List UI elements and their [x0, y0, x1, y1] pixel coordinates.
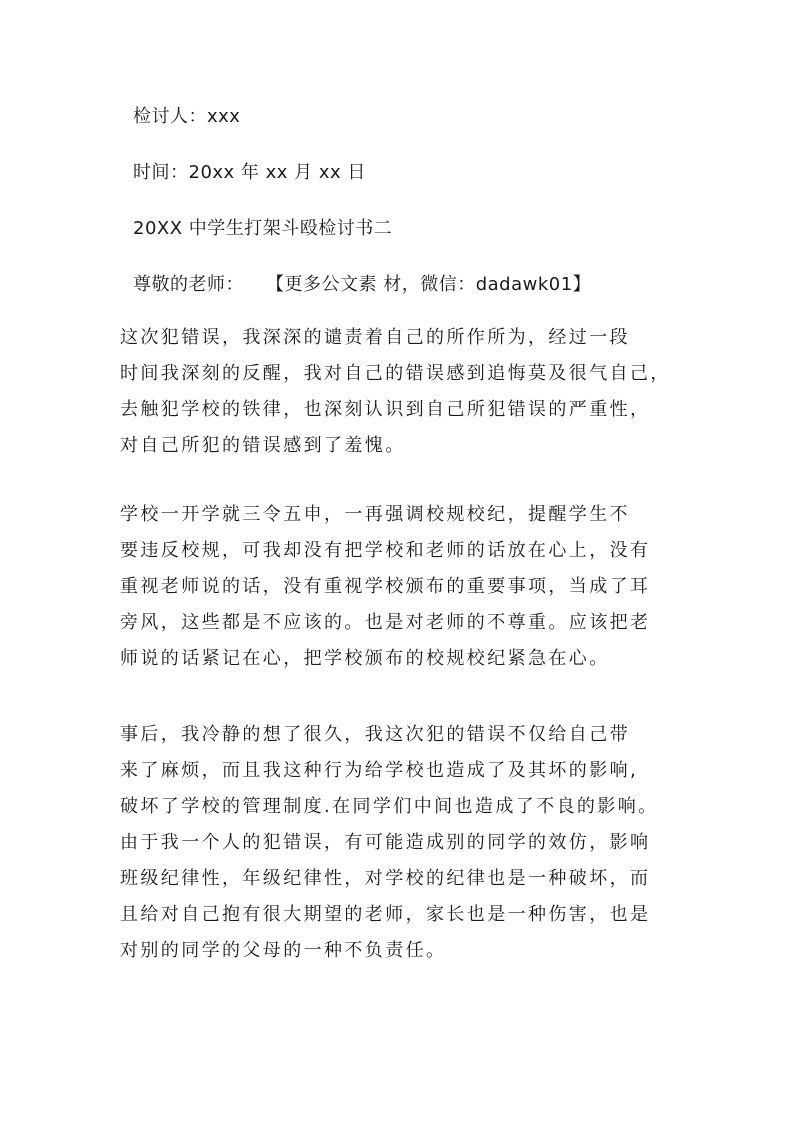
- paragraph-line: 学校一开学就三令五申，一再强调校规校纪，提醒学生不: [120, 504, 630, 525]
- salutation-line: [133, 272, 591, 298]
- paragraph-2: [120, 497, 680, 677]
- letter-title: 20XX 中学生打架斗殴检讨书二: [133, 218, 393, 239]
- paragraph-line: 且给对自己抱有很大期望的老师，家长也是一种伤害，也是: [120, 904, 651, 925]
- paragraph-line: 班级纪律性，年级纪律性，对学校的纪律也是一种破坏，而: [120, 868, 651, 889]
- paragraph-line: 对别的同学的父母的一种不负责任。: [120, 940, 447, 961]
- paragraph-line: 这次犯错误，我深深的谴责着自己的所作所为，经过一段: [120, 327, 630, 348]
- paragraph-line: 事后，我冷静的想了很久，我这次犯的错误不仅给自己带: [120, 724, 630, 745]
- paragraph-1: [120, 320, 680, 464]
- paragraph-3: [120, 717, 680, 969]
- paragraph-line: 由于我一个人的犯错误，有可能造成别的同学的效仿，影响: [120, 832, 651, 853]
- paragraph-line: 去触犯学校的铁律，也深刻认识到自己所犯错误的严重性，: [120, 399, 651, 420]
- paragraph-line: 破坏了学校的管理制度.在同学们中间也造成了不良的影响。: [120, 796, 659, 817]
- paragraph-line: 时间我深刻的反醒，我对自己的错误感到追悔莫及很气自己，: [120, 363, 671, 384]
- reviewer-line: 检讨人：xxx: [133, 106, 241, 127]
- paragraph-line: 对自己所犯的错误感到了羞愧。: [120, 435, 406, 456]
- paragraph-line: 师说的话紧记在心，把学校颁布的校规校纪紧急在心。: [120, 648, 610, 669]
- promo-text: 【更多公文素 材，微信：dadawk01】: [266, 274, 592, 295]
- paragraph-line: 旁风，这些都是不应该的。也是对老师的不尊重。应该把老: [120, 612, 651, 633]
- paragraph-line: 来了麻烦，而且我这种行为给学校也造成了及其坏的影响,: [120, 760, 639, 781]
- paragraph-line: 重视老师说的话，没有重视学校颁布的重要事项，当成了耳: [120, 576, 651, 597]
- time-line: 时间：20xx 年 xx 月 xx 日: [133, 162, 366, 183]
- paragraph-line: 要违反校规，可我却没有把学校和老师的话放在心上，没有: [120, 540, 651, 561]
- salutation: 尊敬的老师：: [133, 274, 244, 295]
